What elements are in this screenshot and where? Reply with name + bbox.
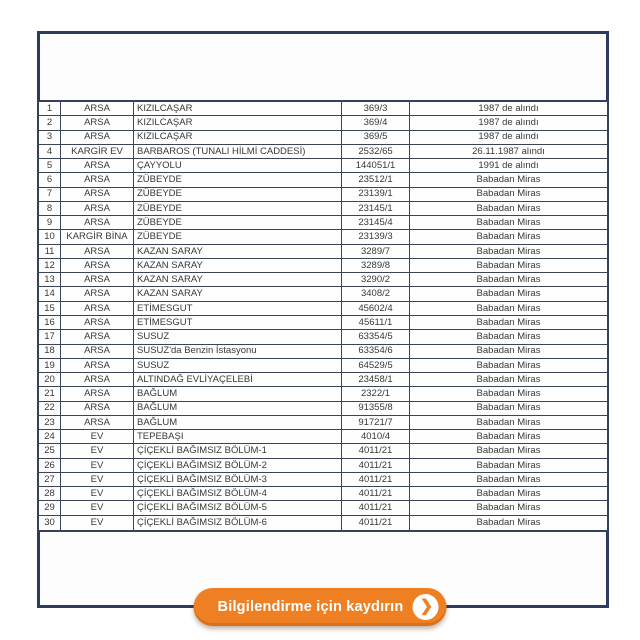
table-row xyxy=(39,173,607,187)
table-row xyxy=(39,501,607,515)
cell-row_no: 21 xyxy=(39,387,61,400)
cell-row_no: 11 xyxy=(39,245,61,258)
cell-property_type: EV xyxy=(61,444,134,457)
cell-acquisition_info: 26.11.1987 alındı xyxy=(472,145,545,157)
cell-row_no: 30 xyxy=(39,516,61,530)
cell-property_type: ARSA xyxy=(61,359,134,372)
cell-parcel_no: 4011/21 xyxy=(342,444,410,457)
cell-location: KIZILCAŞAR xyxy=(134,116,342,129)
cell-row_no: 20 xyxy=(39,373,61,386)
table-row xyxy=(39,287,607,301)
cell-property_type: ARSA xyxy=(61,302,134,315)
cell-acquisition_info: Babadan Miras xyxy=(476,359,541,371)
table-row xyxy=(39,416,607,430)
cell-property_type: ARSA xyxy=(61,402,134,415)
cell-property_type: EV xyxy=(61,501,134,514)
table-row xyxy=(39,145,607,159)
cell-property_type: EV xyxy=(61,430,134,443)
table-row xyxy=(39,487,607,501)
cell-parcel_no: 369/3 xyxy=(342,102,410,115)
cell-parcel_no: 3290/2 xyxy=(342,273,410,286)
cell-acquisition_info: 1991 de alındı xyxy=(478,159,539,171)
cell-location: KAZAN SARAY xyxy=(134,273,342,286)
cell-row_no: 25 xyxy=(39,444,61,457)
table-row xyxy=(39,330,607,344)
cell-row_no: 2 xyxy=(39,116,61,129)
cell-property_type: ARSA xyxy=(61,287,134,300)
cell-location: ETİMESGUT xyxy=(134,302,342,315)
cell-acquisition_info: 1987 de alındı xyxy=(478,131,539,143)
cell-row_no: 15 xyxy=(39,302,61,315)
table-row xyxy=(39,273,607,287)
cell-property_type: ARSA xyxy=(61,316,134,329)
cell-location: ETİMESGUT xyxy=(134,316,342,329)
cell-parcel_no: 3408/2 xyxy=(342,287,410,300)
cell-row_no: 27 xyxy=(39,473,61,486)
table-row xyxy=(39,202,607,216)
cell-acquisition_info: Babadan Miras xyxy=(476,388,541,400)
cell-property_type: EV xyxy=(61,459,134,472)
cell-parcel_no: 45611/1 xyxy=(342,316,410,329)
cell-location: ÇİÇEKLİ BAĞIMSIZ BÖLÜM-2 xyxy=(134,459,342,472)
cell-parcel_no: 2322/1 xyxy=(342,387,410,400)
cell-parcel_no: 144051/1 xyxy=(342,159,410,172)
cell-parcel_no: 4011/21 xyxy=(342,501,410,514)
cell-location: ÇİÇEKLİ BAĞIMSIZ BÖLÜM-5 xyxy=(134,501,342,514)
cell-parcel_no: 4011/21 xyxy=(342,473,410,486)
content-frame xyxy=(37,31,609,608)
cell-parcel_no: 63354/6 xyxy=(342,345,410,358)
cell-row_no: 26 xyxy=(39,459,61,472)
cell-parcel_no: 23458/1 xyxy=(342,373,410,386)
cell-parcel_no: 91721/7 xyxy=(342,416,410,429)
cell-property_type: ARSA xyxy=(61,387,134,400)
cell-location: ZÜBEYDE xyxy=(134,202,342,215)
cell-location: ÇİÇEKLİ BAĞIMSIZ BÖLÜM-6 xyxy=(134,516,342,530)
swipe-for-info-label: Bilgilendirme için kaydırın xyxy=(217,599,404,615)
table-row xyxy=(39,444,607,458)
cell-acquisition_info: Babadan Miras xyxy=(476,331,541,343)
cell-location: BAĞLUM xyxy=(134,387,342,400)
cell-row_no: 24 xyxy=(39,430,61,443)
cell-acquisition_info: Babadan Miras xyxy=(476,517,541,529)
cell-property_type: ARSA xyxy=(61,373,134,386)
cell-property_type: ARSA xyxy=(61,188,134,201)
cell-location: ZÜBEYDE xyxy=(134,188,342,201)
cell-acquisition_info: Babadan Miras xyxy=(476,345,541,357)
cell-row_no: 1 xyxy=(39,102,61,115)
cell-row_no: 3 xyxy=(39,131,61,144)
cell-property_type: EV xyxy=(61,473,134,486)
cell-parcel_no: 23139/3 xyxy=(342,230,410,243)
table-row xyxy=(39,459,607,473)
cell-acquisition_info: Babadan Miras xyxy=(476,416,541,428)
cell-acquisition_info: Babadan Miras xyxy=(476,302,541,314)
cell-acquisition_info: Babadan Miras xyxy=(476,202,541,214)
cell-location: KAZAN SARAY xyxy=(134,287,342,300)
table-row xyxy=(39,102,607,116)
cell-acquisition_info: Babadan Miras xyxy=(476,174,541,186)
cell-row_no: 22 xyxy=(39,402,61,415)
cell-property_type: ARSA xyxy=(61,131,134,144)
cell-property_type: ARSA xyxy=(61,259,134,272)
cell-acquisition_info: Babadan Miras xyxy=(476,402,541,414)
cell-acquisition_info: Babadan Miras xyxy=(476,274,541,286)
cell-location: ZÜBEYDE xyxy=(134,216,342,229)
chevron-right-icon: ❯ xyxy=(412,594,438,620)
cell-property_type: ARSA xyxy=(61,159,134,172)
table-row xyxy=(39,245,607,259)
table-row xyxy=(39,516,607,530)
cell-acquisition_info: Babadan Miras xyxy=(476,373,541,385)
cell-acquisition_info: Babadan Miras xyxy=(476,316,541,328)
cell-property_type: EV xyxy=(61,487,134,500)
cell-acquisition_info: Babadan Miras xyxy=(476,217,541,228)
cell-parcel_no: 3289/7 xyxy=(342,245,410,258)
table-row xyxy=(39,359,607,373)
cell-property_type: ARSA xyxy=(61,116,134,129)
cell-acquisition_info: 1987 de alındı xyxy=(478,117,539,129)
cell-parcel_no: 4011/21 xyxy=(342,487,410,500)
cell-row_no: 6 xyxy=(39,173,61,186)
cell-parcel_no: 4011/21 xyxy=(342,459,410,472)
table-row xyxy=(39,216,607,230)
cell-property_type: EV xyxy=(61,516,134,530)
cell-acquisition_info: 1987 de alındı xyxy=(478,102,539,114)
swipe-for-info-button[interactable] xyxy=(194,588,447,626)
cell-property_type: ARSA xyxy=(61,416,134,429)
table-row xyxy=(39,387,607,401)
cell-acquisition_info: Babadan Miras xyxy=(476,473,541,485)
cell-location: BAĞLUM xyxy=(134,402,342,415)
cell-acquisition_info: Babadan Miras xyxy=(476,231,541,243)
table-row xyxy=(39,316,607,330)
cell-location: ÇİÇEKLİ BAĞIMSIZ BÖLÜM-4 xyxy=(134,487,342,500)
cell-property_type: ARSA xyxy=(61,330,134,343)
cell-acquisition_info: Babadan Miras xyxy=(476,288,541,300)
cell-acquisition_info: Babadan Miras xyxy=(476,431,541,442)
cell-property_type: ARSA xyxy=(61,202,134,215)
cell-location: KIZILCAŞAR xyxy=(134,131,342,144)
table-row xyxy=(39,473,607,487)
table-row xyxy=(39,131,607,145)
table-row xyxy=(39,373,607,387)
cell-parcel_no: 4010/4 xyxy=(342,430,410,443)
cell-property_type: KARGİR EV xyxy=(61,145,134,158)
cell-row_no: 23 xyxy=(39,416,61,429)
cell-parcel_no: 64529/5 xyxy=(342,359,410,372)
cell-location: BARBAROS (TUNALI HİLMİ CADDESİ) xyxy=(134,145,342,158)
cell-parcel_no: 63354/5 xyxy=(342,330,410,343)
cell-parcel_no: 369/5 xyxy=(342,131,410,144)
cell-parcel_no: 4011/21 xyxy=(342,516,410,530)
cell-location: ÇAYYOLU xyxy=(134,159,342,172)
cell-location: TEPEBAŞI xyxy=(134,430,342,443)
cell-property_type: ARSA xyxy=(61,102,134,115)
cell-acquisition_info: Babadan Miras xyxy=(476,445,541,457)
cell-row_no: 28 xyxy=(39,487,61,500)
cell-location: SUSUZ'da Benzin İstasyonu xyxy=(134,345,342,358)
cell-property_type: ARSA xyxy=(61,345,134,358)
cell-row_no: 18 xyxy=(39,345,61,358)
cell-parcel_no: 23512/1 xyxy=(342,173,410,186)
cell-property_type: KARGİR BİNA xyxy=(61,230,134,243)
cell-parcel_no: 23139/1 xyxy=(342,188,410,201)
cell-location: ÇİÇEKLİ BAĞIMSIZ BÖLÜM-1 xyxy=(134,444,342,457)
cell-parcel_no: 2532/65 xyxy=(342,145,410,158)
cell-location: ALTINDAĞ EVLİYAÇELEBİ xyxy=(134,373,342,386)
cell-parcel_no: 23145/4 xyxy=(342,216,410,229)
table-row xyxy=(39,159,607,173)
cell-row_no: 7 xyxy=(39,188,61,201)
cell-row_no: 8 xyxy=(39,202,61,215)
cell-row_no: 29 xyxy=(39,501,61,514)
asset-table xyxy=(37,100,609,532)
cell-acquisition_info: Babadan Miras xyxy=(476,459,541,471)
table-row xyxy=(39,430,607,444)
table-row xyxy=(39,259,607,273)
table-row xyxy=(39,302,607,316)
table-row xyxy=(39,230,607,244)
cell-row_no: 19 xyxy=(39,359,61,372)
cell-location: KAZAN SARAY xyxy=(134,259,342,272)
cell-location: SUSUZ xyxy=(134,359,342,372)
cell-acquisition_info: Babadan Miras xyxy=(476,502,541,514)
cell-parcel_no: 91355/8 xyxy=(342,402,410,415)
cell-location: ÇİÇEKLİ BAĞIMSIZ BÖLÜM-3 xyxy=(134,473,342,486)
cell-location: KIZILCAŞAR xyxy=(134,102,342,115)
cell-row_no: 17 xyxy=(39,330,61,343)
cell-row_no: 4 xyxy=(39,145,61,158)
table-row xyxy=(39,188,607,202)
cell-property_type: ARSA xyxy=(61,273,134,286)
cell-row_no: 9 xyxy=(39,216,61,229)
cell-row_no: 10 xyxy=(39,230,61,243)
cell-location: ZÜBEYDE xyxy=(134,173,342,186)
cell-acquisition_info: Babadan Miras xyxy=(476,245,541,257)
cell-parcel_no: 23145/1 xyxy=(342,202,410,215)
cell-parcel_no: 3289/8 xyxy=(342,259,410,272)
cell-row_no: 14 xyxy=(39,287,61,300)
table-row xyxy=(39,345,607,359)
cell-row_no: 13 xyxy=(39,273,61,286)
cell-parcel_no: 369/4 xyxy=(342,116,410,129)
cell-acquisition_info: Babadan Miras xyxy=(476,188,541,200)
cell-row_no: 5 xyxy=(39,159,61,172)
cell-acquisition_info: Babadan Miras xyxy=(476,259,541,271)
cell-property_type: ARSA xyxy=(61,173,134,186)
cell-location: ZÜBEYDE xyxy=(134,230,342,243)
cell-property_type: ARSA xyxy=(61,245,134,258)
cell-row_no: 12 xyxy=(39,259,61,272)
cell-parcel_no: 45602/4 xyxy=(342,302,410,315)
cell-acquisition_info: Babadan Miras xyxy=(476,488,541,500)
table-row xyxy=(39,402,607,416)
cell-location: KAZAN SARAY xyxy=(134,245,342,258)
table-row xyxy=(39,116,607,130)
cell-row_no: 16 xyxy=(39,316,61,329)
cell-location: SUSUZ xyxy=(134,330,342,343)
cell-location: BAĞLUM xyxy=(134,416,342,429)
cell-property_type: ARSA xyxy=(61,216,134,229)
